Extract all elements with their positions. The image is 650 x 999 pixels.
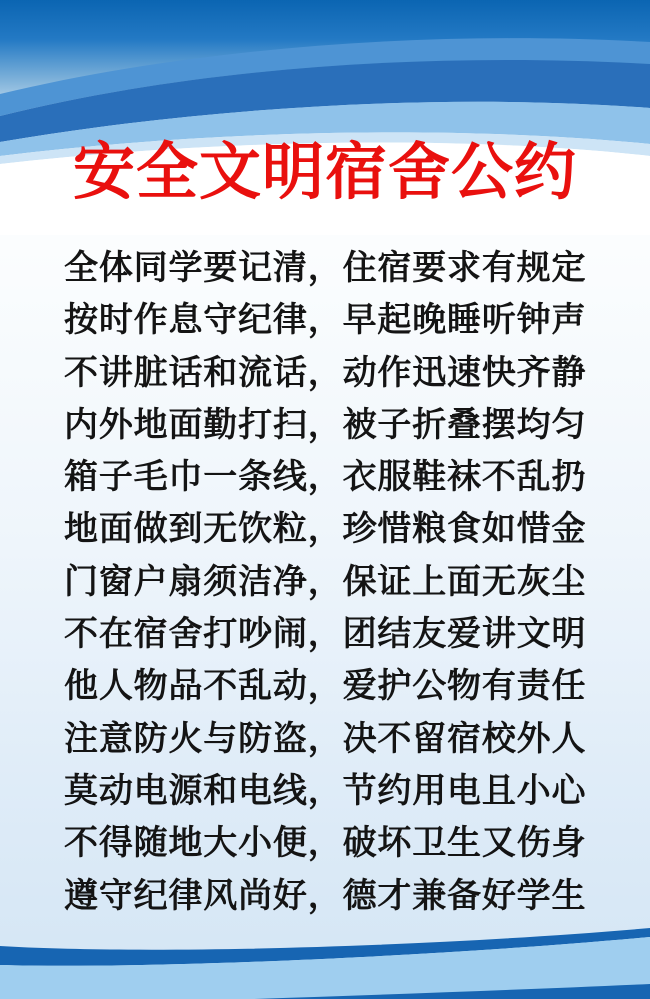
convention-line: 地面做到无饮粒，珍惜粮食如惜金 <box>64 509 586 550</box>
convention-text-block <box>64 242 586 922</box>
convention-line: 门窗户扇须洁净，保证上面无灰尘 <box>64 561 586 602</box>
convention-line: 按时作息守纪律，早起晚睡听钟声 <box>64 300 586 341</box>
poster-title: 安全文明宿舍公约 <box>72 135 577 208</box>
convention-line: 遵守纪律风尚好，德才兼备好学生 <box>64 875 586 916</box>
footer-swoosh-graphic <box>0 879 650 999</box>
convention-line: 他人物品不乱动，爱护公物有责任 <box>64 666 586 707</box>
convention-line: 不讲脏话和流话，动作迅速快齐静 <box>64 352 586 393</box>
convention-line: 不得随地大小便，破坏卫生又伤身 <box>64 823 586 864</box>
convention-line: 内外地面勤打扫，被子折叠摆均匀 <box>64 404 586 445</box>
convention-line: 箱子毛巾一条线，衣服鞋袜不乱扔 <box>64 457 586 498</box>
convention-line: 全体同学要记清，住宿要求有规定 <box>64 248 586 288</box>
convention-line: 不在宿舍打吵闹，团结友爱讲文明 <box>64 614 586 655</box>
convention-line: 莫动电源和电线，节约用电且小心 <box>64 770 586 811</box>
convention-line: 注意防火与防盗，决不留宿校外人 <box>64 718 586 759</box>
